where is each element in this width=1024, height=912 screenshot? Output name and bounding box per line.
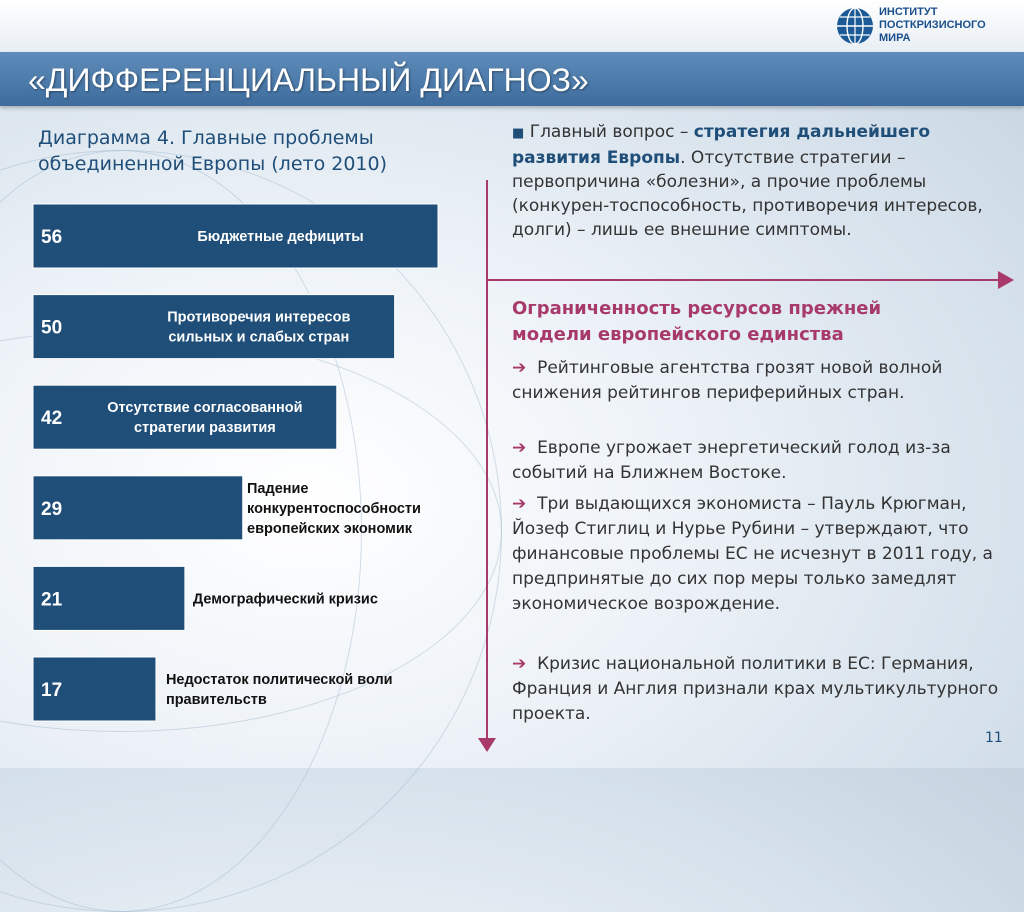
arrow-right-icon: ➔ [512,438,527,458]
bar-category-label: Падение конкурентоспособности европейских экономик [247,480,421,537]
bar-category-label: Бюджетные дефициты [197,229,364,245]
arrow-right-icon: ➔ [512,358,527,378]
logo-text: ИНСТИТУТ ПОСТКРИЗИСНОГО МИРА [879,6,986,44]
arrow-right-icon: ➔ [512,654,527,674]
section-title: Ограниченность ресурсов прежней модели европейского единства [512,298,882,345]
bar-value-label: 56 [41,227,63,248]
bar-value-label: 21 [41,589,63,611]
bar-value-label: 17 [41,680,63,701]
bullet-text: Три выдающихся экономиста – Пауль Крюгман, Йозеф Стиглиц и Нурье Рубини – утверждают, что финансовые проблемы ЕС не исчезнут в 2011 году, а предпринятые до сих пор меры только замедлят экономическое возрождение. [512,494,993,614]
arrow-right-icon: ➔ [512,494,527,514]
bar [33,385,337,449]
list-item [512,356,1007,406]
list-item [512,492,1007,617]
bar [33,295,395,359]
list-item [512,652,1007,727]
chart-caption: Диаграмма 4. Главные проблемы объединенной Европы (лето 2010) [38,127,388,175]
bar-category-label: Противоречия интересов сильных и слабых стран [167,309,351,346]
intro-rest: . Отсутствие стратегии – первопричина «болезни», а прочие проблемы (конкурен-тоспособность, противоречия интересов, долги) – лишь ее внешние симптомы. [512,148,983,240]
bar [33,476,243,540]
bullet-text: Европе угрожает энергетический голод из-за событий на Ближнем Востоке. [512,438,951,483]
bar-category-label: Демографический кризис [192,591,378,608]
page-title: «ДИФФЕРЕНЦИАЛЬНЫЙ ДИАГНОЗ» [28,62,589,98]
bar-value-label: 29 [41,498,63,520]
square-bullet-icon: ■ [512,126,525,141]
bar-value-label: 50 [41,317,63,339]
bar-category-label: Отсутствие согласованной стратегии развития [107,400,303,437]
intro-plain: Главный вопрос – [529,122,694,142]
right-panel [512,120,1012,242]
divider-arrow-down-icon [478,738,496,752]
intro-paragraph [512,120,1012,242]
page-number: 11 [985,730,1003,746]
bullet-text: Кризис национальной политики в ЕС: Германия, Франция и Англия признали крах мультикультурного проекта. [512,654,999,724]
bar-value-label: 42 [41,408,63,430]
bar-category-label: Недостаток политической воли правительств [165,672,393,708]
intro-bold: стратегия дальнейшего развития Европы [512,122,931,168]
divider-arrow-right-icon [998,271,1014,289]
list-item [512,436,1007,486]
bullet-text: Рейтинговые агентства грозят новой волной снижения рейтингов периферийных стран. [512,358,943,403]
